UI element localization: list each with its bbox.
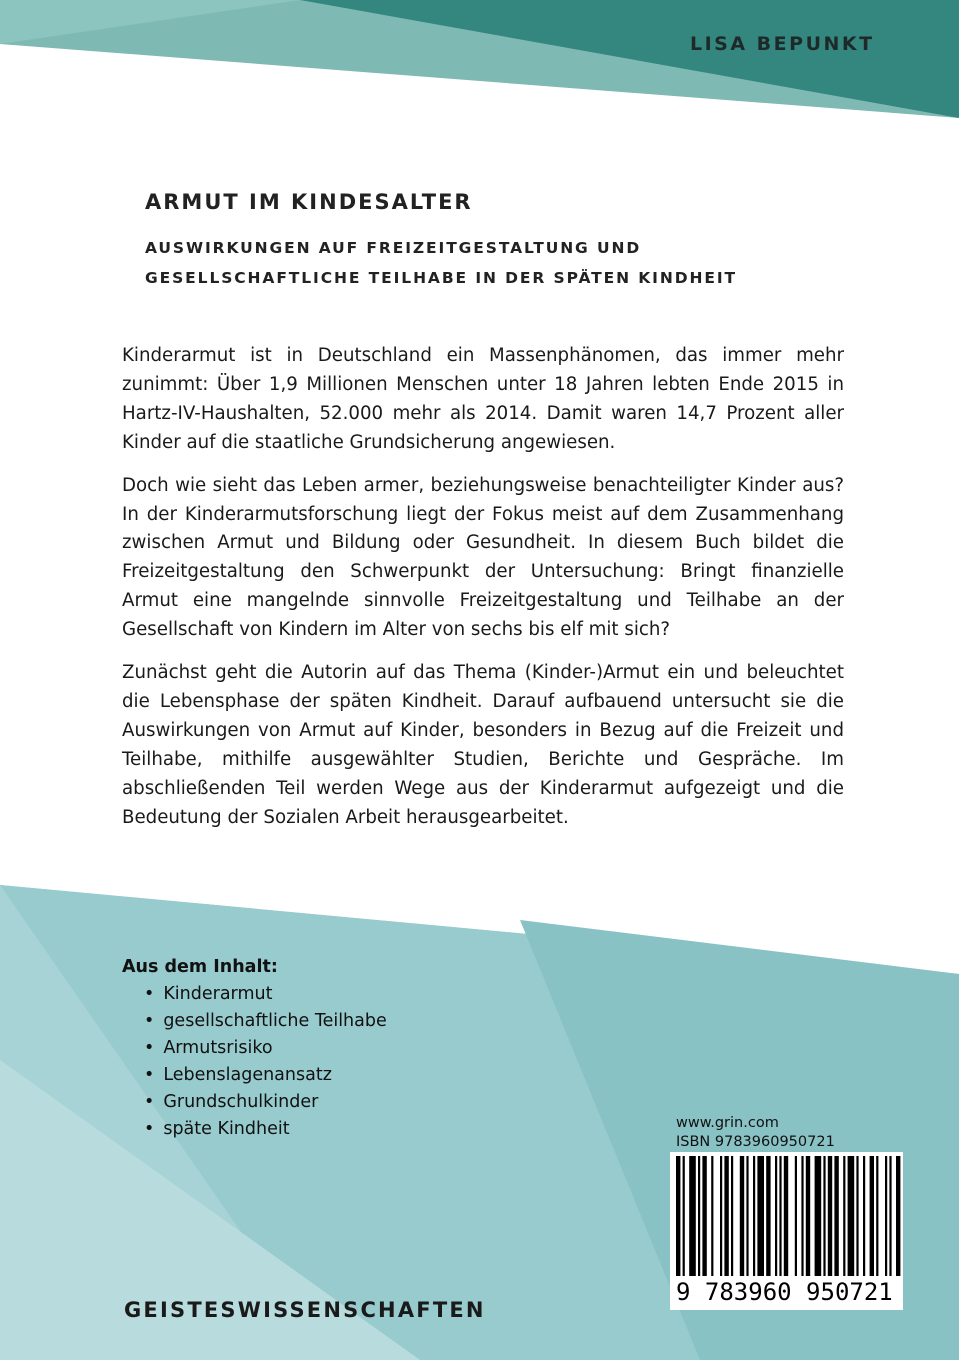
barcode-bar xyxy=(828,1156,832,1276)
barcode-bar xyxy=(876,1156,878,1276)
barcode-bar xyxy=(784,1156,788,1276)
barcode-bar xyxy=(775,1156,777,1276)
barcode-bar xyxy=(885,1156,887,1276)
blurb-paragraph: Zunächst geht die Autorin auf das Thema (Kinder-)Armut ein und beleuchtet die Lebensphase der späten Kindheit. Darauf aufbauend untersucht sie die Auswirkungen von Armut auf Kinder, besonders in Bezug auf die Freizeit und Teilhabe, mithilfe ausgewählter Studien, Berichte und Gespräche. Im abschließenden Teil werden Wege aus der Kinderarmut aufgezeigt und die Bedeutung der Sozialen Arbeit herausgearbeitet. xyxy=(122,662,844,828)
isbn-label: ISBN 9783960950721 xyxy=(676,1134,835,1150)
barcode-bar xyxy=(683,1156,685,1276)
barcode-bar xyxy=(740,1156,744,1276)
barcode-bar xyxy=(889,1156,891,1276)
contents-item: • gesellschaftliche Teilhabe xyxy=(144,1008,387,1035)
barcode-bar xyxy=(711,1156,713,1276)
blurb-paragraph: Kinderarmut ist in Deutschland ein Massenphänomen, das immer mehr zunimmt: Über 1,9 Millionen Menschen unter 18 Jahren lebten Ende 2015 in Hartz-IV-Haushalten, 52.000 mehr als 2014. Damit waren 14,7 Prozent aller Kinder auf die staatliche Grundsicherung angewiesen. xyxy=(122,345,844,453)
contents-item: • Armutsrisiko xyxy=(144,1035,387,1062)
book-title: ARMUT IM KINDESALTER xyxy=(145,190,473,214)
barcode-bar xyxy=(766,1156,770,1276)
contents-list xyxy=(122,954,387,1143)
publisher-url: www.grin.com xyxy=(676,1115,779,1131)
barcode-bar xyxy=(757,1156,764,1276)
barcode-bar xyxy=(870,1156,874,1276)
barcode-bar xyxy=(795,1156,797,1276)
barcode-bars xyxy=(670,1152,903,1280)
blurb-paragraph: Doch wie sieht das Leben armer, beziehungsweise benachteiligter Kinder aus? In der Kinderarmutsforschung liegt der Fokus meist auf dem Zusammenhang zwischen Armut und Bildung oder Gesundheit. In diesem Buch bildet die Freizeitgestaltung den Schwerpunkt der Untersuchung: Bringt finanzielle Armut eine mangelnde sinnvolle Freizeitgestaltung und Teilhabe an der Gesellschaft von Kindern im Alter von sechs bis elf mit sich? xyxy=(122,474,844,641)
subtitle-line: AUSWIRKUNGEN AUF FREIZEITGESTALTUNG UND xyxy=(145,239,642,257)
subtitle-line: GESELLSCHAFTLICHE TEILHABE IN DER SPÄTEN KINDHEIT xyxy=(145,269,737,287)
barcode-bar xyxy=(806,1156,810,1276)
contents-item: • Grundschulkinder xyxy=(144,1089,387,1116)
barcode-bar xyxy=(863,1156,865,1276)
category-label: GEISTESWISSENSCHAFTEN xyxy=(124,1298,486,1322)
barcode-bar xyxy=(720,1156,722,1276)
barcode xyxy=(670,1152,903,1310)
barcode-bar xyxy=(689,1156,696,1276)
contents-heading: Aus dem Inhalt: xyxy=(122,957,278,977)
book-subtitle xyxy=(145,233,737,293)
barcode-bar xyxy=(698,1156,700,1276)
barcode-bar xyxy=(753,1156,755,1276)
barcode-bar xyxy=(724,1156,728,1276)
barcode-bar xyxy=(896,1156,900,1276)
barcode-bar xyxy=(815,1156,822,1276)
blurb xyxy=(122,342,844,847)
publisher-info xyxy=(676,1114,835,1152)
barcode-bar xyxy=(779,1156,781,1276)
contents-item: • Kinderarmut xyxy=(144,981,387,1008)
barcode-bar xyxy=(731,1156,733,1276)
barcode-bar xyxy=(823,1156,825,1276)
author-name: LISA BEPUNKT xyxy=(690,33,875,55)
contents-item: • Lebenslagenansatz xyxy=(144,1062,387,1089)
barcode-bar xyxy=(848,1156,855,1276)
barcode-bar xyxy=(702,1156,706,1276)
barcode-digits: 9 783960 950721 xyxy=(676,1278,893,1306)
contents-item: • späte Kindheit xyxy=(144,1116,387,1143)
barcode-bar xyxy=(801,1156,803,1276)
barcode-bar xyxy=(834,1156,838,1276)
barcode-bar xyxy=(843,1156,845,1276)
barcode-bar xyxy=(676,1156,680,1276)
barcode-bar xyxy=(856,1156,858,1276)
contents-items xyxy=(122,981,387,1143)
barcode-bar xyxy=(746,1156,748,1276)
